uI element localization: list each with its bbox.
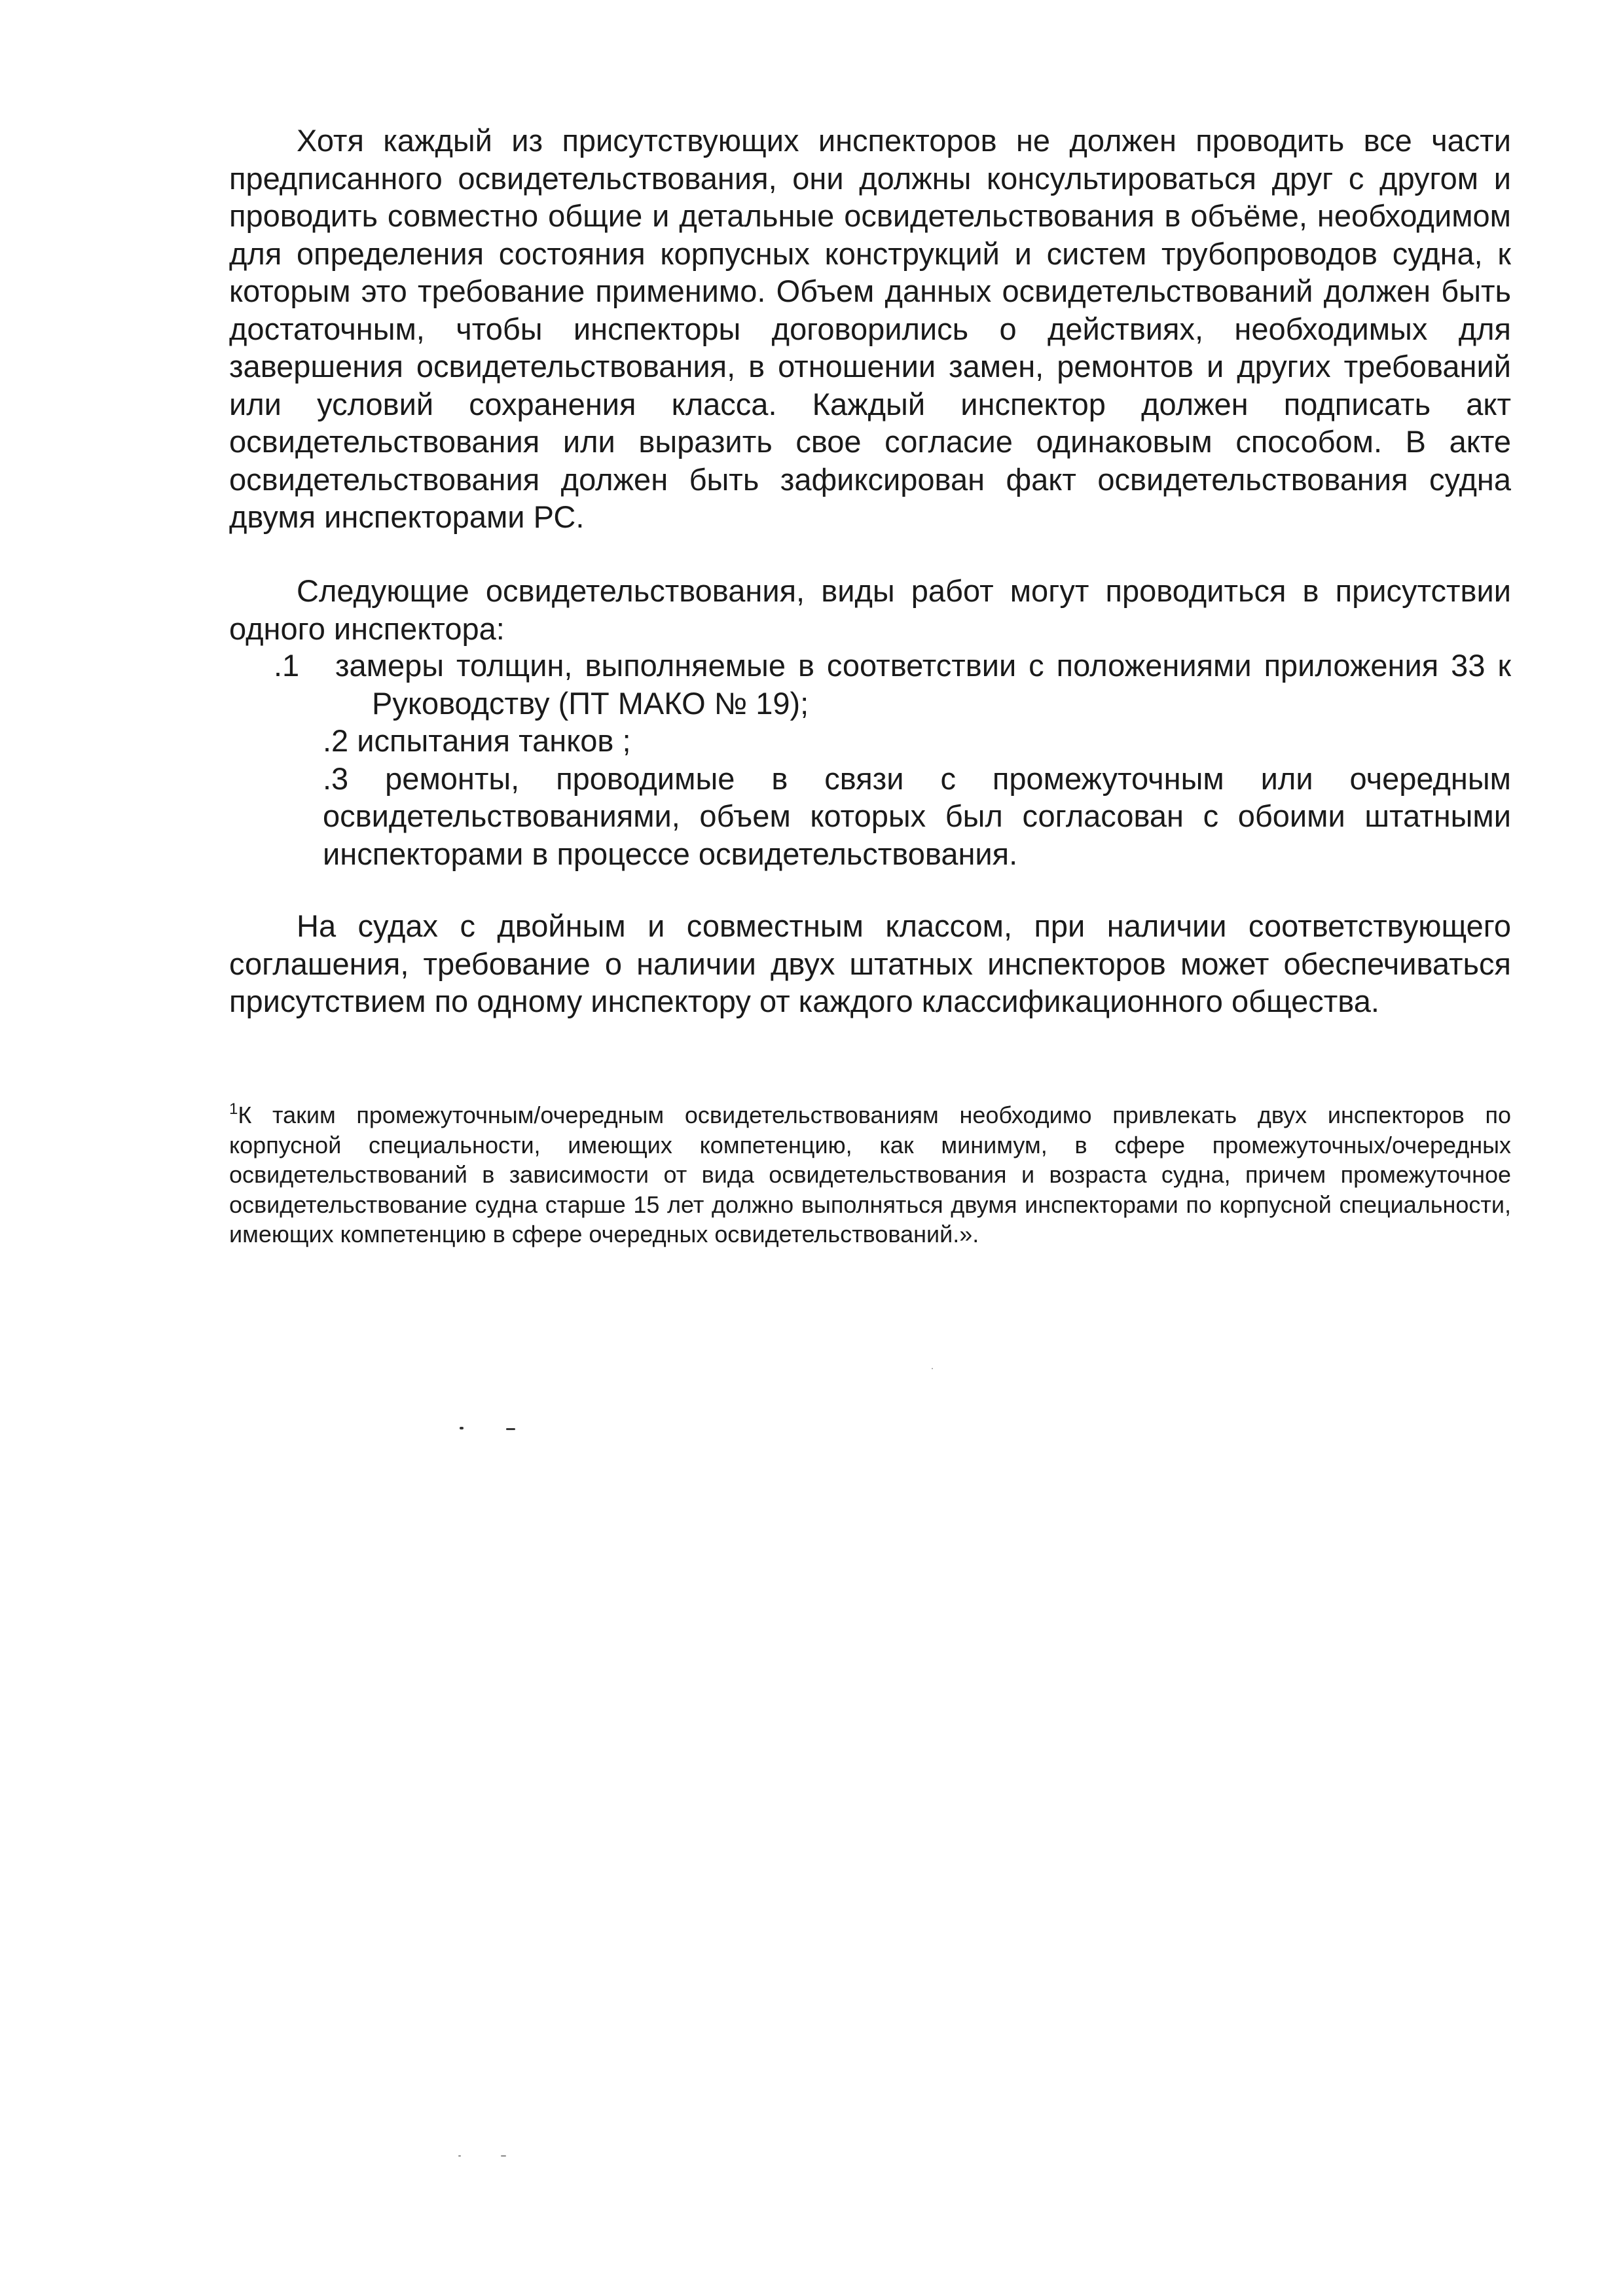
scan-speck (460, 1427, 464, 1429)
list-item-text: испытания танков ; (357, 723, 631, 758)
footnote-text: К таким промежуточным/очередным освидетельствованиям необходимо привлекать двух инспекторов по корпусной специальности, имеющих компетенцию, как минимум, в сфере промежуточных/очередных освидетельствований в зависимости от вида освидетельствования и возраста судна, причем промежуточное освидетельствование судна старше 15 лет должно выполняться двумя инспекторами по корпусной специальности, имеющих компетенцию в сфере очередных освидетельствований.». (229, 1102, 1511, 1247)
single-inspector-list (274, 647, 1512, 872)
paragraph-single-inspector-intro: Следующие освидетельствования, виды работ могут проводиться в присутствии одного инспектора: (229, 573, 1511, 646)
scan-speck (506, 1428, 515, 1430)
list-item-text: замеры толщин, выполняемые в соответствии с положениями приложения 33 к Руководству (ПТ МАКО № 19); (335, 648, 1512, 721)
list-item (323, 722, 1511, 760)
list-item: .1 замеры толщин, выполняемые в соответствии с положениями приложения 33 к Руководству (ПТ МАКО № 19); (274, 648, 1512, 721)
list-item-number: .2 (323, 723, 349, 758)
list-item (323, 760, 1511, 873)
list-item-number: .3 (323, 761, 349, 796)
list-item-text: ремонты, проводимые в связи с промежуточным или очередным освидетельствованиями, объем которых был согласован с обоими штатными инспекторами в процессе освидетельствования. (323, 761, 1511, 871)
footnote (229, 1100, 1511, 1249)
scan-speck (501, 2155, 506, 2157)
footnote-marker: 1 (229, 1100, 238, 1118)
scan-speck (458, 2155, 461, 2157)
paragraph-inspectors-consultation: Хотя каждый из присутствующих инспекторов не должен проводить все части предписанного освидетельствования, они должны консультироваться друг с другом и проводить совместно общие и детальные освидетельствования в объёме, необходимом для определения состояния корпусных конструкций и систем трубопроводов судна, к которым это требование применимо. Объем данных освидетельствований должен быть достаточным, чтобы инспекторы договорились о действиях, необходимых для завершения освидетельствования, в отношении замен, ремонтов и других требований или условий сохранения класса. Каждый инспектор должен подписать акт освидетельствования или выразить свое согласие одинаковым способом. В акте освидетельствования должен быть зафиксирован факт освидетельствования судна двумя инспекторами РС. (229, 123, 1511, 534)
scan-speck (932, 1368, 933, 1369)
paragraph-dual-class: На судах с двойным и совместным классом, при наличии соответствующего соглашения, требование о наличии двух штатных инспекторов может обеспечиваться присутствием по одному инспектору от каждого классификационного общества. (229, 908, 1511, 1018)
